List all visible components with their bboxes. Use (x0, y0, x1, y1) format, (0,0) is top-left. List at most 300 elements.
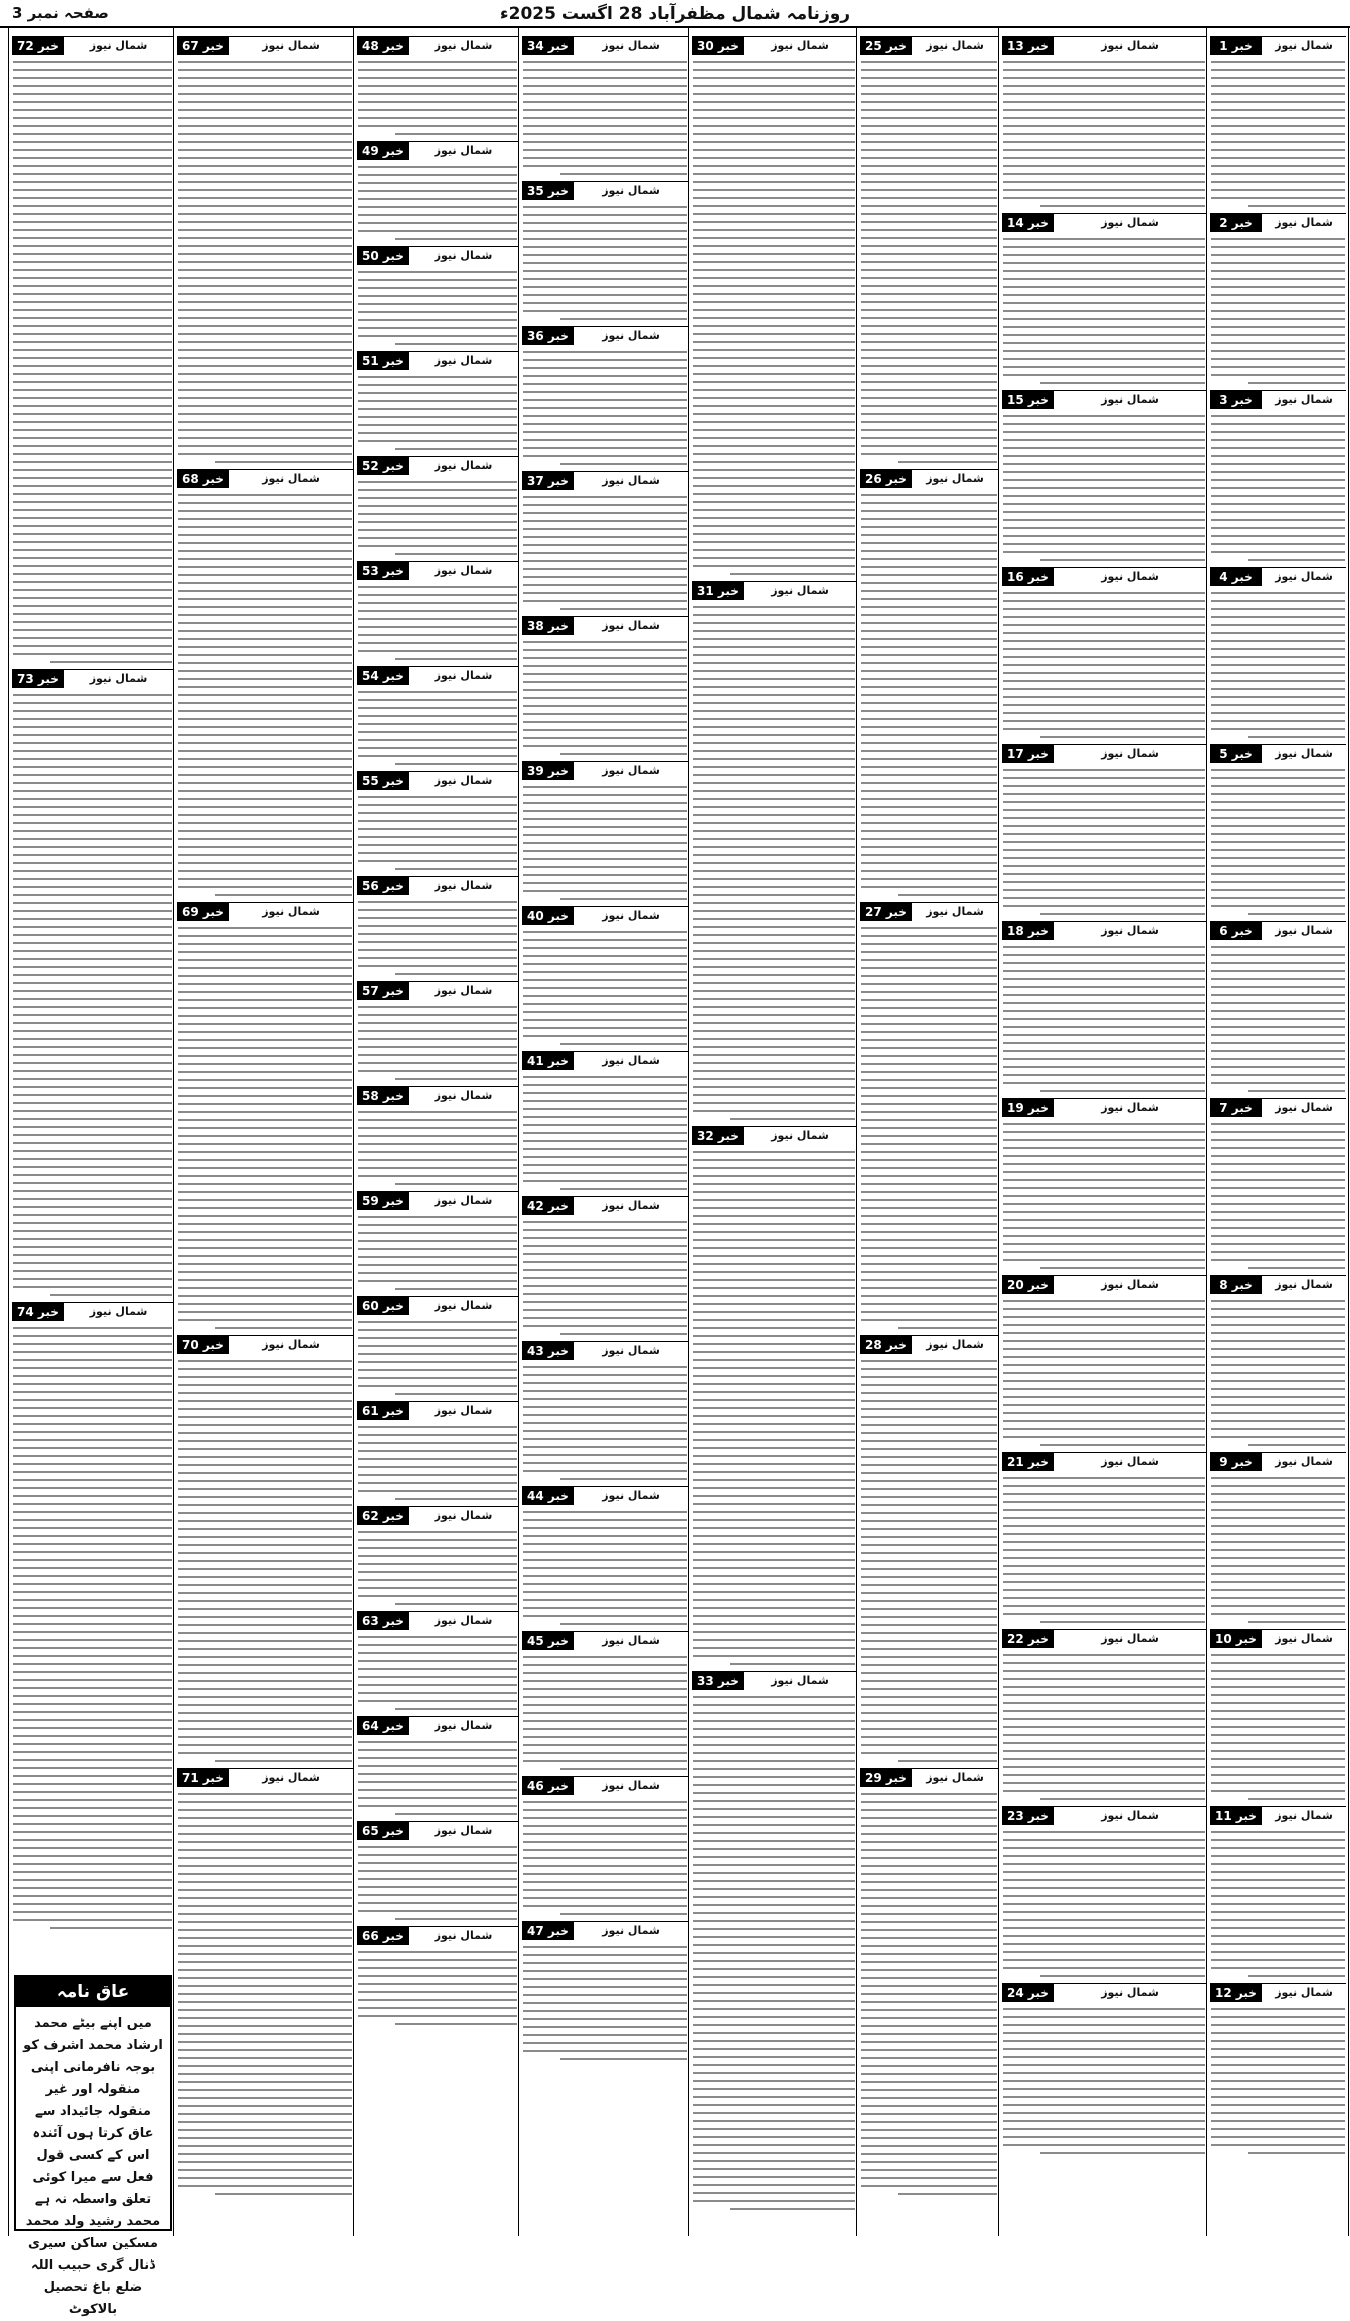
text-line (358, 812, 517, 814)
text-line (693, 2120, 855, 2122)
text-line (13, 1687, 172, 1689)
text-line (523, 1752, 687, 1754)
text-line (178, 2081, 352, 2083)
news-item-number: خبر 7 (1210, 1099, 1262, 1117)
text-line (861, 1023, 997, 1025)
text-line (1211, 1549, 1345, 1551)
text-line (693, 1223, 855, 1225)
text-line (861, 2153, 997, 2155)
text-line (861, 1993, 997, 1995)
text-line (523, 2026, 687, 2028)
text-line (358, 166, 517, 168)
text-line (693, 517, 855, 519)
news-item-number: خبر 8 (1210, 1276, 1262, 1294)
text-line (693, 509, 855, 511)
text-line (13, 1222, 172, 1224)
text-line (523, 2050, 687, 2052)
text-line (1211, 2072, 1345, 2074)
text-line (693, 317, 855, 319)
text-line (358, 1224, 517, 1226)
news-item-header (522, 1776, 688, 1795)
text-line (693, 93, 855, 95)
text-line (560, 1043, 687, 1045)
text-line (693, 1215, 855, 1217)
text-line (1211, 1662, 1345, 1664)
text-line (13, 605, 172, 607)
news-item-caption: شمال نیوز (434, 1614, 493, 1627)
text-line (1003, 1790, 1205, 1792)
text-line (13, 1847, 172, 1849)
text-line (693, 1006, 855, 1008)
text-line (178, 494, 352, 496)
text-line (358, 1458, 517, 1460)
text-line (13, 1575, 172, 1577)
text-line (1211, 463, 1345, 465)
text-line (523, 1132, 687, 1134)
text-line (693, 1647, 855, 1649)
text-line (358, 125, 517, 127)
news-item-header (692, 1671, 856, 1690)
text-line (693, 1351, 855, 1353)
text-line (13, 1735, 172, 1737)
text-line (13, 846, 172, 848)
text-line (1211, 1219, 1345, 1221)
text-line (861, 1103, 997, 1105)
text-line (13, 413, 172, 415)
text-line (13, 1727, 172, 1729)
text-line (1003, 1219, 1205, 1221)
text-line (523, 415, 687, 417)
text-line (1211, 189, 1345, 191)
news-item-caption: شمال نیوز (434, 144, 493, 157)
text-line (523, 1422, 687, 1424)
text-line (13, 389, 172, 391)
text-line (523, 1076, 687, 1078)
text-line (13, 694, 172, 696)
text-line (1003, 2080, 1205, 2082)
text-line (693, 1728, 855, 1730)
text-line (178, 1977, 352, 1979)
news-item-number: خبر 45 (522, 1632, 574, 1650)
text-line (178, 734, 352, 736)
text-line (1211, 1203, 1345, 1205)
text-line (358, 715, 517, 717)
text-line (1003, 1654, 1205, 1656)
text-line (1211, 479, 1345, 481)
text-line (178, 85, 352, 87)
text-line (560, 1478, 687, 1480)
text-line (358, 1434, 517, 1436)
text-line (178, 1191, 352, 1193)
text-line (1003, 728, 1205, 730)
text-line (1003, 1364, 1205, 1366)
text-line (1003, 592, 1205, 594)
text-line (178, 117, 352, 119)
text-line (730, 1118, 855, 1120)
text-line (13, 1631, 172, 1633)
text-line (13, 1823, 172, 1825)
news-item-header (357, 1086, 518, 1105)
text-line (178, 1752, 352, 1754)
text-line (178, 389, 352, 391)
text-line (1003, 986, 1205, 988)
text-line (1211, 1179, 1345, 1181)
text-line (358, 1741, 517, 1743)
text-line (523, 1889, 687, 1891)
text-line (693, 1231, 855, 1233)
text-line (861, 862, 997, 864)
text-line (861, 1929, 997, 1931)
text-line (358, 796, 517, 798)
text-line (1211, 865, 1345, 867)
text-line (861, 1087, 997, 1089)
text-line (861, 1303, 997, 1305)
text-line (861, 1801, 997, 1803)
text-line (693, 397, 855, 399)
text-line (693, 1511, 855, 1513)
text-line (178, 309, 352, 311)
text-line (358, 1886, 517, 1888)
text-line (693, 213, 855, 215)
text-line (1003, 1396, 1205, 1398)
text-line (1211, 2024, 1345, 2026)
text-line (523, 842, 687, 844)
news-item-caption: شمال نیوز (771, 1129, 829, 1142)
text-line (523, 77, 687, 79)
text-line (523, 133, 687, 135)
text-line (178, 1472, 352, 1474)
text-line (693, 2176, 855, 2178)
text-line (1211, 1839, 1345, 1841)
text-line (693, 1151, 855, 1153)
text-line (898, 894, 997, 896)
text-line (1003, 1477, 1205, 1479)
text-line (1211, 728, 1345, 730)
news-item-caption: شمال نیوز (434, 984, 493, 997)
text-line (1003, 1074, 1205, 1076)
text-line (1003, 962, 1205, 964)
text-line (178, 991, 352, 993)
text-line (861, 1793, 997, 1795)
text-line (358, 93, 517, 95)
text-line (1003, 157, 1205, 159)
text-line (1003, 1847, 1205, 1849)
text-line (861, 133, 997, 135)
text-line (1003, 1879, 1205, 1881)
text-line (178, 790, 352, 792)
text-line (178, 1295, 352, 1297)
news-item-caption: شمال نیوز (602, 619, 660, 632)
text-line (13, 1094, 172, 1096)
text-line (1211, 978, 1345, 980)
text-line (178, 1969, 352, 1971)
text-line (693, 101, 855, 103)
news-item-header (357, 771, 518, 790)
text-line (523, 1180, 687, 1182)
text-line (1003, 1155, 1205, 1157)
text-line (693, 1896, 855, 1898)
text-line (1211, 696, 1345, 698)
text-line (1003, 1911, 1205, 1913)
text-line (358, 1385, 517, 1387)
text-line (861, 2161, 997, 2163)
text-line (1003, 994, 1205, 996)
text-line (1003, 519, 1205, 521)
text-line (693, 2184, 855, 2186)
text-line (523, 705, 687, 707)
text-line (861, 1704, 997, 1706)
text-line (1211, 688, 1345, 690)
text-line (693, 2064, 855, 2066)
text-line (358, 642, 517, 644)
text-line (1003, 2024, 1205, 2026)
text-line (178, 149, 352, 151)
news-item-number: خبر 32 (692, 1127, 744, 1145)
text-line (1211, 85, 1345, 87)
text-line (1211, 318, 1345, 320)
text-line (693, 1760, 855, 1762)
news-item-caption: شمال نیوز (1275, 924, 1333, 937)
text-line (178, 1921, 352, 1923)
news-item-header (522, 1631, 688, 1650)
text-line (861, 1063, 997, 1065)
text-line (178, 1087, 352, 1089)
text-line (1211, 2016, 1345, 2018)
text-line (693, 261, 855, 263)
text-line (1211, 423, 1345, 425)
news-item-number: خبر 62 (357, 1507, 409, 1525)
text-line (861, 983, 997, 985)
text-line (693, 389, 855, 391)
text-line (693, 493, 855, 495)
news-item-header (1210, 1098, 1346, 1117)
text-line (178, 413, 352, 415)
text-line (523, 286, 687, 288)
text-line (178, 213, 352, 215)
text-line (395, 1918, 517, 1920)
text-line (1003, 881, 1205, 883)
text-line (178, 1961, 352, 1963)
text-line (693, 333, 855, 335)
text-line (13, 589, 172, 591)
text-line (693, 934, 855, 936)
text-line (693, 918, 855, 920)
text-line (693, 950, 855, 952)
text-line (1003, 1718, 1205, 1720)
text-line (215, 461, 352, 463)
text-line (523, 1873, 687, 1875)
text-line (358, 1773, 517, 1775)
text-line (178, 2113, 352, 2115)
text-line (178, 1215, 352, 1217)
text-line (1211, 1428, 1345, 1430)
text-line (1003, 2144, 1205, 2146)
text-line (523, 1583, 687, 1585)
news-item-number: خبر 38 (522, 617, 574, 635)
text-line (358, 392, 517, 394)
text-line (1003, 616, 1205, 618)
text-line (1003, 1082, 1205, 1084)
text-line (178, 1119, 352, 1121)
text-line (523, 592, 687, 594)
text-line (1003, 1501, 1205, 1503)
text-line (523, 447, 687, 449)
text-line (1211, 302, 1345, 304)
text-line (523, 987, 687, 989)
text-line (1211, 447, 1345, 449)
text-line (13, 1519, 172, 1521)
news-item-caption: شمال نیوز (926, 472, 984, 485)
text-line (1003, 238, 1205, 240)
news-item-number: خبر 73 (12, 670, 64, 688)
text-line (693, 1311, 855, 1313)
text-line (1003, 1782, 1205, 1784)
text-line (861, 365, 997, 367)
text-line (1003, 1509, 1205, 1511)
text-line (1003, 503, 1205, 505)
text-line (693, 2008, 855, 2010)
text-line (861, 598, 997, 600)
news-item-number: خبر 15 (1002, 391, 1054, 409)
text-line (1003, 2112, 1205, 2114)
news-item-number: خبر 57 (357, 982, 409, 1000)
text-line (358, 1910, 517, 1912)
text-line (178, 2185, 352, 2187)
text-line (861, 1488, 997, 1490)
text-line (693, 974, 855, 976)
news-item-caption: شمال نیوز (602, 1489, 660, 1502)
text-line (693, 1102, 855, 1104)
text-line (358, 909, 517, 911)
text-line (523, 1615, 687, 1617)
text-line (1211, 1436, 1345, 1438)
text-line (861, 1376, 997, 1378)
text-line (523, 866, 687, 868)
news-item-number: خبر 50 (357, 247, 409, 265)
text-line (178, 1881, 352, 1883)
text-line (13, 1855, 172, 1857)
text-line (1211, 1782, 1345, 1784)
text-line (693, 1287, 855, 1289)
text-line (358, 917, 517, 919)
text-line (1003, 117, 1205, 119)
text-line (1040, 1975, 1205, 1977)
text-line (861, 766, 997, 768)
text-line (1003, 1243, 1205, 1245)
text-line (1003, 1541, 1205, 1543)
text-line (523, 375, 687, 377)
text-line (1211, 270, 1345, 272)
text-line (693, 1431, 855, 1433)
text-line (523, 1092, 687, 1094)
text-line (861, 1985, 997, 1987)
text-line (523, 270, 687, 272)
text-line (560, 463, 687, 465)
text-line (13, 69, 172, 71)
text-line (178, 1007, 352, 1009)
text-line (13, 597, 172, 599)
text-line (358, 1789, 517, 1791)
text-line (861, 2121, 997, 2123)
text-line (523, 1309, 687, 1311)
text-line (861, 109, 997, 111)
text-line (358, 1595, 517, 1597)
text-line (693, 1159, 855, 1161)
text-line (861, 758, 997, 760)
text-line (693, 1263, 855, 1265)
text-line (861, 2089, 997, 2091)
column-rule (1348, 28, 1349, 2236)
text-line (178, 1143, 352, 1145)
text-line (1211, 785, 1345, 787)
news-item-header (522, 616, 688, 635)
text-line (178, 2049, 352, 2051)
text-line (1211, 1163, 1345, 1165)
text-line (358, 497, 517, 499)
text-line (13, 565, 172, 567)
text-line (693, 1904, 855, 1906)
text-line (523, 1293, 687, 1295)
text-line (358, 820, 517, 822)
text-line (358, 117, 517, 119)
text-line (523, 1535, 687, 1537)
text-line (178, 333, 352, 335)
text-line (178, 1247, 352, 1249)
text-line (523, 214, 687, 216)
text-line (861, 1921, 997, 1923)
text-line (523, 1124, 687, 1126)
text-line (13, 205, 172, 207)
text-line (358, 327, 517, 329)
text-line (178, 301, 352, 303)
text-line (861, 1504, 997, 1506)
text-line (178, 453, 352, 455)
text-line (861, 1937, 997, 1939)
news-item-header (357, 1506, 518, 1525)
text-line (395, 763, 517, 765)
text-line (861, 277, 997, 279)
text-line (523, 1261, 687, 1263)
text-line (1040, 1090, 1205, 1092)
text-line (178, 141, 352, 143)
text-line (358, 755, 517, 757)
text-line (13, 1102, 172, 1104)
text-line (693, 1575, 855, 1577)
text-line (178, 277, 352, 279)
text-line (1211, 358, 1345, 360)
text-line (523, 850, 687, 852)
text-line (358, 933, 517, 935)
text-line (178, 237, 352, 239)
text-line (693, 341, 855, 343)
text-line (178, 1167, 352, 1169)
text-line (523, 1575, 687, 1577)
text-line (358, 1587, 517, 1589)
text-line (861, 1696, 997, 1698)
text-line (523, 1607, 687, 1609)
text-line (861, 1969, 997, 1971)
text-line (861, 654, 997, 656)
text-line (693, 2088, 855, 2090)
text-line (1003, 197, 1205, 199)
text-line (178, 1712, 352, 1714)
text-line (693, 205, 855, 207)
text-line (1003, 1034, 1205, 1036)
text-line (1003, 527, 1205, 529)
text-line (693, 1623, 855, 1625)
news-item-header (522, 471, 688, 490)
text-line (861, 1496, 997, 1498)
